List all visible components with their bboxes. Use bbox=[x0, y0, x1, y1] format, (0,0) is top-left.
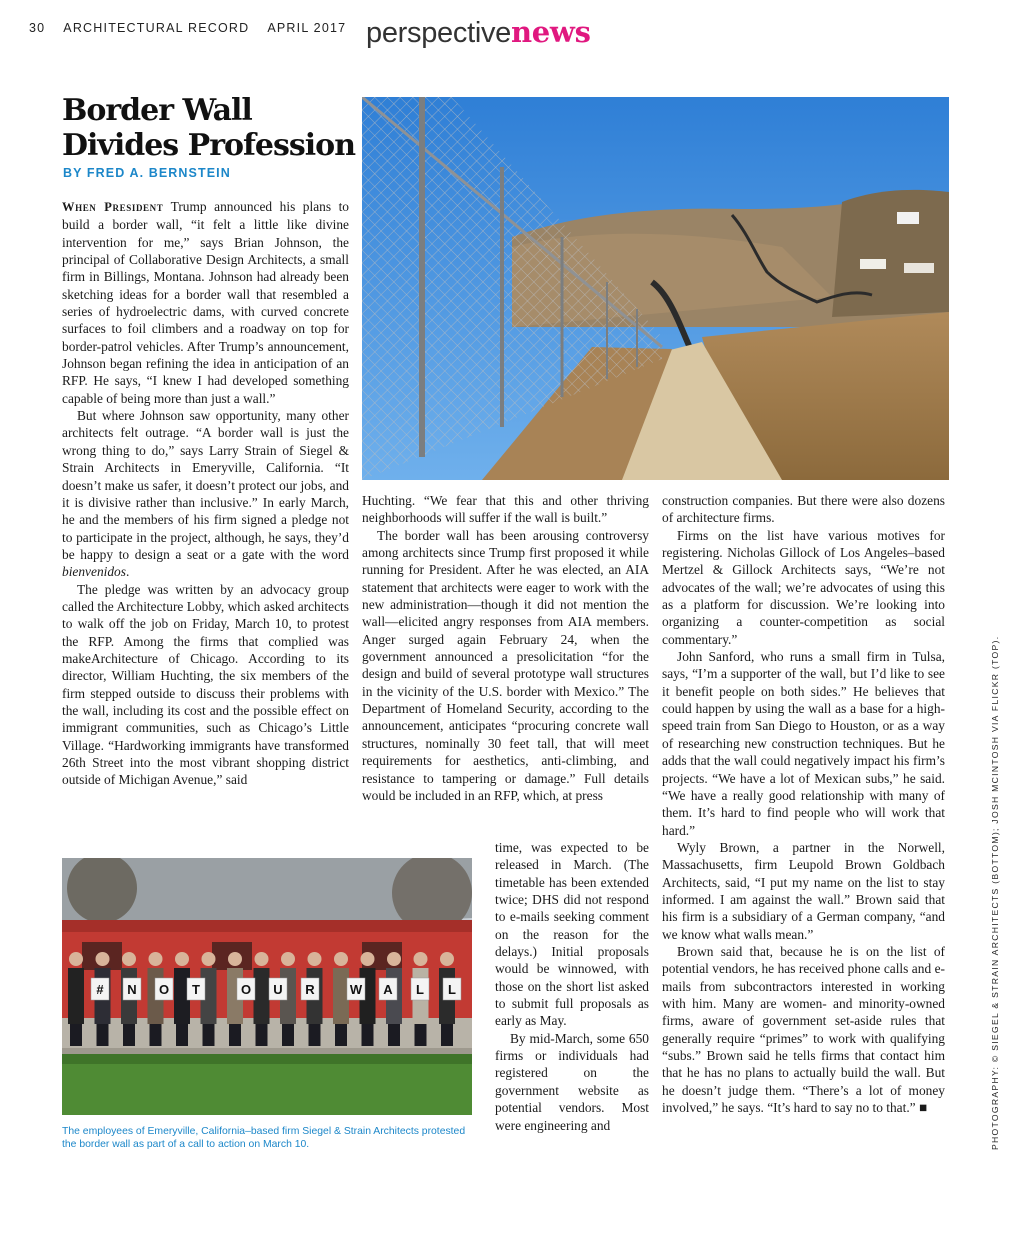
folio bbox=[29, 21, 360, 35]
protester-legs bbox=[229, 1024, 241, 1046]
protest-sign-letter: R bbox=[305, 982, 315, 997]
paragraph-text: . bbox=[125, 564, 130, 580]
protester-head bbox=[334, 952, 348, 966]
paragraph: time, was expected to be released in March. (The timetable has been extended twice; DHS did not respond to e-mails seeking comment on the reason for the delays.) Initial proposals would be winnowed, with those on the short list asked to submit full proposals as early as May. bbox=[495, 840, 649, 1029]
paragraph-text: But where Johnson saw opportunity, many other architects felt outrage. “A border wall is just the wrong thing to do,” says Larry Strain of Siegel & Strain Architects in Emeryville, California. “It doesn’t make us safer, it doesn’t protect our jobs, and it is divisive rather than inclusive.” In early March, he and the members of his firm signed a pledge not to participate in the project, although, he says, they’d be happy to design a seat or a gate with the word bbox=[62, 408, 349, 562]
border-fence-illustration bbox=[362, 97, 949, 480]
protest-sign-letter: O bbox=[158, 982, 170, 997]
headline bbox=[62, 93, 357, 163]
protest-sign-letter: O bbox=[240, 982, 252, 997]
paragraph: Huchting. “We fear that this and other thriving neighborhoods will suffer if the wall is built.” bbox=[362, 493, 649, 526]
article-column-1 bbox=[62, 198, 349, 789]
article-column-2-lower bbox=[495, 839, 649, 1134]
protester-legs bbox=[335, 1024, 347, 1046]
section-head-light: perspective bbox=[366, 17, 511, 49]
protester-legs bbox=[362, 1024, 374, 1046]
paragraph bbox=[62, 407, 349, 580]
protester-legs bbox=[256, 1024, 268, 1046]
paragraph: John Sanford, who runs a small firm in Tulsa, says, “I’m a supporter of the wall, but I’d like to see it benefit people on both sides.” He believes that could happen by using the wall as a base for a high-speed train from San Diego to Houston, or as a way of researching new construction techniques. But he adds that the wall could negatively impact his firm’s projects. “We have a lot of Mexican subs,” he said. “We have a really good relationship with many of them. It’s hard to find people who will work that hard.” bbox=[662, 649, 945, 838]
byline: BY FRED A. BERNSTEIN bbox=[63, 166, 231, 180]
protester-legs bbox=[97, 1024, 109, 1046]
paragraph: The border wall has been arousing controversy among architects since Trump first proposed it while running for President. After he was elected, an AIA statement that architects were eager to work with the new administration—though it did not mention the wall—elicited angry responses from AIA members. Anger surged again February 24, when the government announced a presolicitation “for the design and build of several prototype wall structures in the vicinity of the U.S. border with Mexico.” The Department of Homeland Security, according to the announcement, anticipates “procuring concrete wall structures, nominally 30 feet tall, that will meet requirements for aesthetics, anti-climbing, and resistance to tampering or damage.” Full details would be included in an RFP, which, at press bbox=[362, 527, 649, 803]
protest-sign-letter: L bbox=[448, 982, 456, 997]
photo-caption: The employees of Emeryville, California–based firm Siegel & Strain Architects protested the border wall as part of a call to action on March 10. bbox=[62, 1126, 466, 1151]
magazine-name: ARCHITECTURAL RECORD bbox=[63, 21, 250, 35]
protest-sign-letter: T bbox=[192, 982, 200, 997]
protester-legs bbox=[441, 1024, 453, 1046]
protest-sign-letter: W bbox=[349, 982, 363, 997]
protest-photo bbox=[62, 858, 472, 1115]
protester-head bbox=[440, 952, 454, 966]
protester bbox=[68, 968, 84, 1024]
protester-legs bbox=[309, 1024, 321, 1046]
article-column-3 bbox=[662, 492, 945, 1116]
protester-head bbox=[69, 952, 83, 966]
protester-legs bbox=[388, 1024, 400, 1046]
protester-legs bbox=[203, 1024, 215, 1046]
protester-head bbox=[96, 952, 110, 966]
protester-legs bbox=[70, 1024, 82, 1046]
paragraph: Brown said that, because he is on the list of potential vendors, he has received phone calls and e-mails from subcontractors interested in working with him. Many are women- and minority-owned firms, aware of government set-aside rules that generally require “primes” to work with qualifying “subs.” Brown said he tells firms that contact him that he has no plans to actually build the wall. But he doesn’t judge them. “There’s a lot of money involved,” he says. “It’s hard to say no to that.” ■ bbox=[662, 943, 945, 1116]
headline-line-1: Border Wall bbox=[62, 93, 252, 128]
protester-head bbox=[228, 952, 242, 966]
section-head bbox=[366, 15, 591, 49]
protester-head bbox=[175, 952, 189, 966]
paragraph: construction companies. But there were also dozens of architecture firms. bbox=[662, 493, 945, 526]
border-fence-photo bbox=[362, 97, 949, 480]
page-number: 30 bbox=[29, 21, 46, 35]
paragraph: Firms on the list have various motives for registering. Nicholas Gillock of Los Angeles–based Mertzel & Gillock Architects says, “We’re not advocates of the wall; we’re advocates of using this as a platform for discussion. We’re looking into organizing a counter-competition as social commentary.” bbox=[662, 527, 945, 647]
protest-sign-letter: # bbox=[96, 982, 104, 997]
protester-legs bbox=[282, 1024, 294, 1046]
paragraph: The pledge was written by an advocacy group called the Architecture Lobby, which asked architects to walk off the job on Friday, March 10, to protest the RFP. Among the firms that complied was makeArchitecture of Chicago. According to its director, William Huchting, the six members of the firm stepped outside to discuss their problems with the wall, including its cost and the possible effect on immigrant communities, such as Chicago’s Little Village. “Hardworking immigrants have transformed 26th Street into the most vibrant shopping district outside of Michigan Avenue,” said bbox=[62, 581, 349, 788]
protester bbox=[333, 968, 349, 1024]
protester-head bbox=[122, 952, 136, 966]
photo-credit: PHOTOGRAPHY: © SIEGEL & STRAIN ARCHITECTS (BOTTOM); JOSH MCINTOSH VIA FLICKR (TOP). bbox=[990, 635, 1000, 1150]
paragraph: Wyly Brown, a partner in the Norwell, Massachusetts, firm Leupold Brown Goldbach Architects, said, “I put my name on the list to stay informed. I am against the wall.” Brown said that his firm is a subsidiary of a German company, “and we know what walls mean.” bbox=[662, 839, 945, 942]
protester-head bbox=[281, 952, 295, 966]
protest-sign-letter: U bbox=[273, 982, 283, 997]
paragraph: By mid-March, some 650 firms or individuals had registered on the government website as potential vendors. Most were engineering and bbox=[495, 1030, 649, 1133]
paragraph-text: Trump announced his plans to build a border wall, “it felt a little like divine intervention for me,” says Brian Johnson, the principal of Collaborative Design Architects, a small firm in Billings, Montana. Johnson had already been sketching ideas for a border wall that resembled a series of hydroelectric dams, with curved concrete surfaces to foil climbers and a roadway on top for border-patrol vehicles. After Trump’s announcement, Johnson began refining the idea in anticipation of an RFP. He says, “I knew I had developed something capable of being more than just a wall.” bbox=[62, 199, 349, 406]
protester-head bbox=[255, 952, 269, 966]
headline-line-2: Divides Profession bbox=[62, 128, 356, 163]
protester-head bbox=[414, 952, 428, 966]
article-column-2 bbox=[362, 492, 649, 804]
lead-in: When President bbox=[62, 200, 164, 214]
protest-sign-letter: A bbox=[383, 982, 393, 997]
protester-head bbox=[387, 952, 401, 966]
protester-legs bbox=[123, 1024, 135, 1046]
protester-head bbox=[361, 952, 375, 966]
protester-legs bbox=[176, 1024, 188, 1046]
protest-illustration bbox=[62, 858, 472, 1115]
italic-word: bienvenidos bbox=[62, 564, 126, 580]
section-head-bold: news bbox=[511, 15, 591, 49]
protester-legs bbox=[150, 1024, 162, 1046]
protester bbox=[254, 968, 270, 1024]
protest-sign-letter: L bbox=[416, 982, 424, 997]
protester-head bbox=[308, 952, 322, 966]
protest-sign-letter: N bbox=[127, 982, 137, 997]
protester-head bbox=[149, 952, 163, 966]
protester-head bbox=[202, 952, 216, 966]
protester-legs bbox=[415, 1024, 427, 1046]
paragraph bbox=[62, 198, 349, 407]
issue-date: APRIL 2017 bbox=[267, 21, 347, 35]
